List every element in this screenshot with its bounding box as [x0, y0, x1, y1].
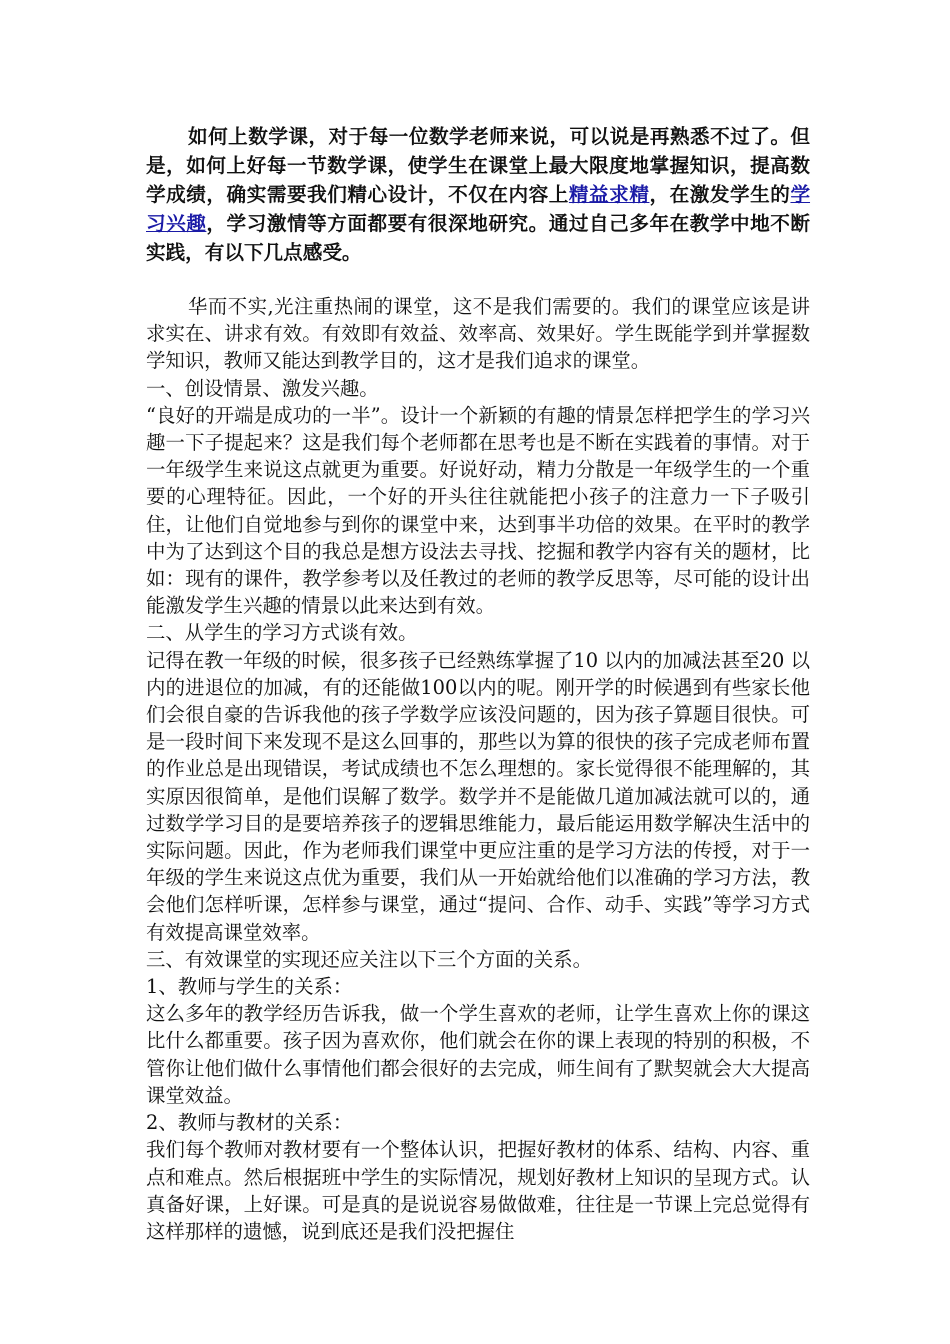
section3-sub2-text: 我们每个教师对教材要有一个整体认识，把握好教材的体系、结构、内容、重点和难点。然后根据班中学生的实际情况，规划好教材上知识的呈现方式。认真备好课，上好课。可是真的是说说容易做做难，往往是一节课上完总觉得有这样那样的遗憾，说到底还是我们没把握住: [146, 1138, 810, 1243]
intro-text-2: ，在激发学生的: [649, 183, 791, 206]
section1-text: “良好的开端是成功的一半”。设计一个新颖的有趣的情景怎样把学生的学习兴趣一下子提起来？这是我们每个老师都在思考也是不断在实践着的事情。对于一年级学生来说这点就更为重要。好说好动，精力分散是一年级学生的一个重要的心理特征。因此，一个好的开头往往就能把小孩子的注意力一下子吸引住，让他们自觉地参与到你的课堂中来，达到事半功倍的效果。在平时的教学中为了达到这个目的我总是想方设法去寻找、挖掘和教学内容有关的题材，比如：现有的课件，教学参考以及任教过的老师的教学反思等，尽可能的设计出能激发学生兴趣的情景以此来达到有效。: [146, 403, 810, 618]
section3-heading: 三、有效课堂的实现还应关注以下三个方面的关系。: [146, 947, 592, 971]
intro-text-3: ，学习激情等方面都要有很深地研究。通过自己多年在教学中地不断实践，有以下几点感受。: [146, 212, 811, 264]
intro-paragraph: [146, 122, 810, 267]
section1-heading: 一、创设情景、激发兴趣。: [146, 376, 379, 400]
section2-text: 记得在教一年级的时候，很多孩子已经熟练掌握了10 以内的加减法甚至20 以内的进退位的加减，有的还能做100以内的呢。刚开学的时候遇到有些家长他们会很自豪的告诉我他的孩子学数学应该没问题的，因为孩子算题目很快。可是一段时间下来发现不是这么回事的，那些以为算的很快的孩子完成老师布置的作业总是出现错误，考试成绩也不怎么理想的。家长觉得很不能理解的，其实原因很简单，是他们误解了数学。数学并不是能做几道加减法就可以的，通过数学学习目的是要培养孩子的逻辑思维能力，最后能运用数学解决生活中的实际问题。因此，作为老师我们课堂中更应注重的是学习方法的传授，对于一年级的学生来说这点优为重要，我们从一开始就给他们以准确的学习方法，教会他们怎样听课，怎样参与课堂，通过“提问、合作、动手、实践”等学习方式有效提高课堂效率。: [146, 648, 810, 944]
document-page: [146, 122, 810, 1245]
link-jingyiqiujing[interactable]: 精益求精: [568, 183, 650, 206]
lead-paragraph: 华而不实,光注重热闹的课堂，这不是我们需要的。我们的课堂应该是讲求实在、讲求有效。有效即有效益、效率高、效果好。学生既能学到并掌握数学知识，教师又能达到教学目的，这才是我们追求的课堂。: [146, 295, 810, 373]
section2-heading: 二、从学生的学习方式谈有效。: [146, 621, 418, 645]
section3-sub2-heading: 2、教师与教材的关系：: [146, 1111, 353, 1135]
intro-text-1: 如何上数学课，对于每一位数学老师来说，可以说是再熟悉不过了。但是，如何上好每一节数学课，使学生在课堂上最大限度地掌握知识，提高数学成绩，确实需要我们精心设计，不仅在内容上: [146, 125, 810, 206]
section3-sub1-text: 这么多年的教学经历告诉我，做一个学生喜欢的老师，让学生喜欢上你的课这比什么都重要。孩子因为喜欢你，他们就会在你的课上表现的特别的积极，不管你让他们做什么事情他们都会很好的去完成，师生间有了默契就会大大提高课堂效益。: [146, 1002, 810, 1107]
link-xuexi-xingqu[interactable]: 学习兴趣: [146, 183, 811, 235]
section3-sub1-heading: 1、教师与学生的关系：: [146, 975, 353, 999]
article-body: [146, 293, 810, 1245]
